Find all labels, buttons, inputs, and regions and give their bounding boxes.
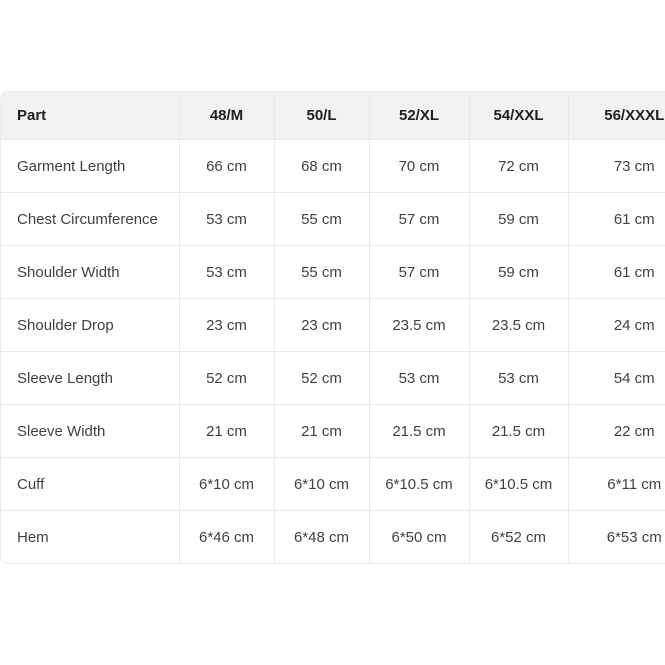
table-cell: 6*11 cm [568, 458, 665, 511]
table-cell: 57 cm [369, 193, 469, 246]
table-cell: 72 cm [469, 140, 568, 193]
table-row [1, 511, 665, 564]
table-cell: 6*53 cm [568, 511, 665, 564]
header-row [1, 92, 665, 140]
table-cell: 24 cm [568, 299, 665, 352]
table-cell: 66 cm [179, 140, 274, 193]
table-cell: 23.5 cm [469, 299, 568, 352]
column-header-54xxl: 54/XXL [469, 92, 568, 140]
row-label: Hem [1, 511, 179, 564]
table-cell: 55 cm [274, 246, 369, 299]
table-cell: 59 cm [469, 193, 568, 246]
table-row [1, 352, 665, 405]
table-cell: 70 cm [369, 140, 469, 193]
table-cell: 53 cm [369, 352, 469, 405]
column-header-52xl: 52/XL [369, 92, 469, 140]
row-label: Chest Circumference [1, 193, 179, 246]
table-cell: 53 cm [469, 352, 568, 405]
table-cell: 6*10.5 cm [369, 458, 469, 511]
table-row [1, 246, 665, 299]
row-label: Garment Length [1, 140, 179, 193]
table-cell: 21.5 cm [469, 405, 568, 458]
table-cell: 54 cm [568, 352, 665, 405]
table-cell: 68 cm [274, 140, 369, 193]
column-header-56xxxl: 56/XXXL [568, 92, 665, 140]
table-cell: 53 cm [179, 246, 274, 299]
table-cell: 59 cm [469, 246, 568, 299]
table-cell: 6*10.5 cm [469, 458, 568, 511]
table-cell: 6*10 cm [274, 458, 369, 511]
table-cell: 6*46 cm [179, 511, 274, 564]
table-cell: 6*52 cm [469, 511, 568, 564]
table-cell: 6*10 cm [179, 458, 274, 511]
table-cell: 61 cm [568, 246, 665, 299]
table-cell: 6*48 cm [274, 511, 369, 564]
table-row [1, 140, 665, 193]
row-label: Shoulder Width [1, 246, 179, 299]
row-label: Shoulder Drop [1, 299, 179, 352]
table-cell: 21.5 cm [369, 405, 469, 458]
table-cell: 23.5 cm [369, 299, 469, 352]
row-label: Sleeve Width [1, 405, 179, 458]
table-cell: 52 cm [179, 352, 274, 405]
table-row [1, 405, 665, 458]
size-chart-container [0, 91, 665, 564]
table-cell: 21 cm [274, 405, 369, 458]
table-cell: 23 cm [274, 299, 369, 352]
table-cell: 53 cm [179, 193, 274, 246]
column-header-48m: 48/M [179, 92, 274, 140]
table-cell: 21 cm [179, 405, 274, 458]
table-cell: 55 cm [274, 193, 369, 246]
table-cell: 6*50 cm [369, 511, 469, 564]
table-cell: 57 cm [369, 246, 469, 299]
size-chart-table [1, 92, 665, 563]
table-cell: 61 cm [568, 193, 665, 246]
column-header-50l: 50/L [274, 92, 369, 140]
table-cell: 23 cm [179, 299, 274, 352]
table-row [1, 299, 665, 352]
row-label: Cuff [1, 458, 179, 511]
table-cell: 73 cm [568, 140, 665, 193]
table-cell: 22 cm [568, 405, 665, 458]
column-header-part: Part [1, 92, 179, 140]
row-label: Sleeve Length [1, 352, 179, 405]
table-cell: 52 cm [274, 352, 369, 405]
table-row [1, 193, 665, 246]
table-row [1, 458, 665, 511]
